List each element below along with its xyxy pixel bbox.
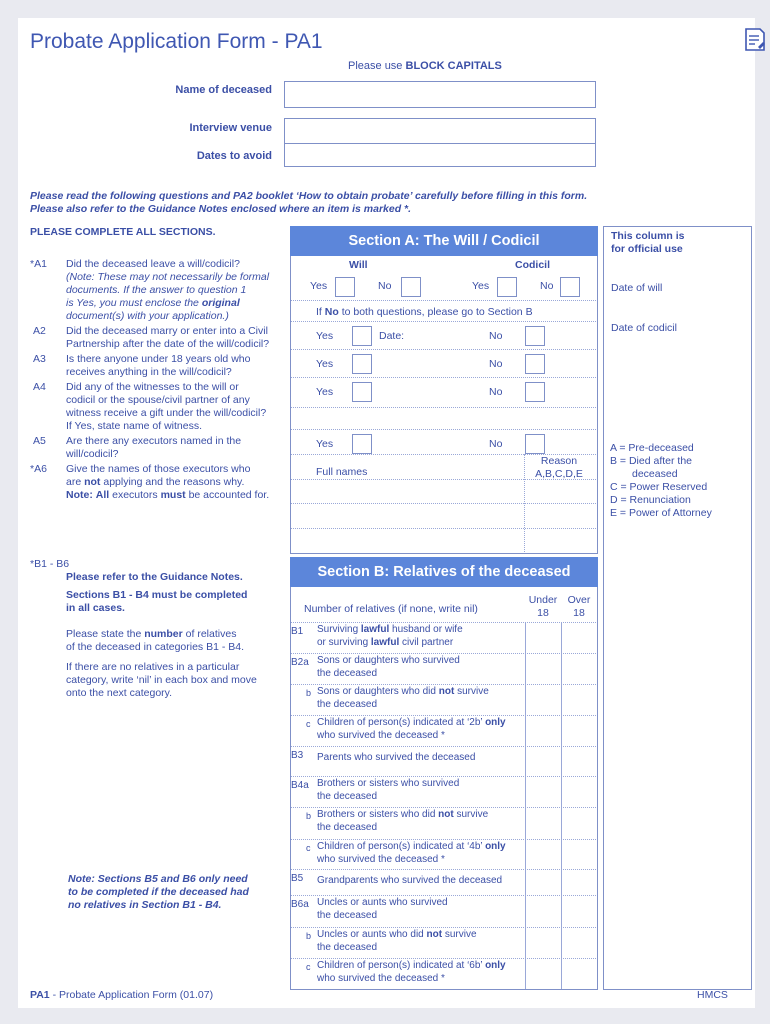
a2-no-label: No [489,330,503,342]
dates-to-avoid-label: Dates to avoid [196,150,272,162]
name-of-deceased-label: Name of deceased [175,84,272,96]
a3-yes-checkbox[interactable] [352,354,372,374]
q-a4-num: A4 [33,381,46,393]
q-a4-text: Did any of the witnesses to the will or codicil or the spouse/civil partner of any witness receive a gift under the will/codicil? If Yes, state name of witness. [66,381,267,432]
relatives-row [18,653,755,684]
a1-codicil-yes-label: Yes [472,280,490,292]
reason-codes-key: A = Pre-deceased B = Died after the deceased C = Power Reserved D = Renunciation E = Power of Attorney [610,442,712,519]
over-18-count-field[interactable] [562,716,596,745]
relatives-row [18,895,755,927]
date-of-codicil-label: Date of codicil [611,322,677,334]
under-18-count-field[interactable] [526,928,560,957]
full-names-heading: Full names [316,466,368,478]
relatives-row-label: Sons or daughters who survived the deceased [317,655,460,679]
a2-yes-checkbox[interactable] [352,326,372,346]
q-a3-text: Is there anyone under 18 years old who receives anything in the will/codicil? [66,353,251,378]
a4-yes-checkbox[interactable] [352,382,372,402]
q-a6-text: Give the names of those executors who are not applying and the reasons why. Note: All executors must be accounted for. [66,463,270,501]
relatives-row [18,958,755,988]
under-18-count-field[interactable] [526,808,560,838]
footer-hmcs: HMCS [697,989,728,1001]
relatives-row-code: B4a [291,780,309,791]
a1-codicil-yes-checkbox[interactable] [497,277,517,297]
intro-line-1: Please read the following questions and PA2 booklet ‘How to obtain probate’ carefully before filling in this form. [30,190,588,202]
a5-yes-label: Yes [316,438,334,450]
interview-venue-field[interactable] [284,118,596,145]
divider [291,349,596,350]
block-capitals-note: Please use BLOCK CAPITALS [348,60,502,72]
relatives-row-label: Children of person(s) indicated at ‘2b’ only who survived the deceased * [317,717,506,741]
document-edit-icon[interactable] [744,28,766,57]
a1-will-no-checkbox[interactable] [401,277,421,297]
relatives-row-code: c [306,719,311,729]
intro-line-2: Please also refer to the Guidance Notes enclosed where an item is marked *. [30,203,412,215]
relatives-row [18,715,755,746]
divider [291,479,596,480]
section-a-panel [290,226,598,554]
over-18-count-field[interactable] [562,959,596,987]
relatives-row [18,622,755,653]
under-18-heading: Under 18 [528,594,558,619]
over-18-count-field[interactable] [562,808,596,838]
section-a-title: Section A: The Will / Codicil [290,226,598,256]
b-ref: *B1 - B6 [30,558,70,570]
divider [291,300,596,301]
a4-no-checkbox[interactable] [525,382,545,402]
a3-no-checkbox[interactable] [525,354,545,374]
dates-to-avoid-field[interactable] [284,143,596,167]
relatives-row [18,776,755,807]
a2-no-checkbox[interactable] [525,326,545,346]
relatives-row-code: c [306,843,311,853]
over-18-count-field[interactable] [562,747,596,775]
relatives-row-label: Sons or daughters who did not survive the deceased [317,686,489,710]
name-of-deceased-field[interactable] [284,81,596,108]
q-a1-num: *A1 [30,258,47,270]
over-18-count-field[interactable] [562,896,596,926]
under-18-count-field[interactable] [526,777,560,806]
over-18-count-field[interactable] [562,928,596,957]
under-18-count-field[interactable] [526,896,560,926]
under-18-count-field[interactable] [526,747,560,775]
relatives-row-label: Children of person(s) indicated at ‘4b’ only who survived the deceased * [317,841,506,865]
under-18-count-field[interactable] [526,685,560,714]
over-18-count-field[interactable] [562,654,596,683]
number-of-relatives-heading: Number of relatives (if none, write nil) [304,603,478,615]
a2-yes-label: Yes [316,330,334,342]
complete-all-sections: PLEASE COMPLETE ALL SECTIONS. [30,226,216,238]
relatives-row-code: b [306,811,312,821]
relatives-row [18,839,755,869]
a1-will-no-label: No [378,280,392,292]
form-page [18,18,755,1008]
a5-no-checkbox[interactable] [525,434,545,454]
b-must-complete: Sections B1 - B4 must be completed in all cases. [66,589,248,614]
q-a5-text: Are there any executors named in the will/codicil? [66,435,242,460]
relatives-row-code: B5 [291,873,304,884]
relatives-row-label: Surviving lawful husband or wife or surviving lawful civil partner [317,624,463,648]
over-18-count-field[interactable] [562,777,596,806]
over-18-count-field[interactable] [562,840,596,868]
will-col-heading: Will [349,259,368,271]
over-18-heading: Over 18 [567,594,591,619]
relatives-row-code: B6a [291,899,309,910]
relatives-row-label: Parents who survived the deceased [317,752,476,763]
relatives-row [18,869,755,895]
q-a2-text: Did the deceased marry or enter into a Civil Partnership after the date of the will/codicil? [66,325,270,350]
relatives-row-code: B1 [291,626,304,637]
q-a1-text: Did the deceased leave a will/codicil? (Note: These may not necessarily be formal documents. If the answer to question 1 is Yes, you must enclose the original document(s) with your application.) [66,258,270,322]
under-18-count-field[interactable] [526,959,560,987]
relatives-row [18,746,755,776]
relatives-row-code: B3 [291,750,304,761]
a1-will-yes-checkbox[interactable] [335,277,355,297]
codicil-col-heading: Codicil [515,259,551,271]
q-a5-num: A5 [33,435,46,447]
interview-venue-label: Interview venue [189,122,272,134]
a4-yes-label: Yes [316,386,334,398]
a5-no-label: No [489,438,503,450]
a4-no-label: No [489,386,503,398]
b5-b6-note: Note: Sections B5 and B6 only need to be completed if the deceased had no relatives in Section B1 - B4. [68,873,249,911]
divider [291,377,596,378]
divider [291,321,596,322]
page-title: Probate Application Form - PA1 [30,30,323,53]
a1-codicil-no-label: No [540,280,554,292]
relatives-row-code: b [306,931,312,941]
over-18-count-field[interactable] [562,685,596,714]
relatives-row [18,807,755,839]
footer-form-id: PA1 - Probate Application Form (01.07) [30,989,214,1001]
q-a3-num: A3 [33,353,46,365]
over-18-count-field[interactable] [562,623,596,652]
under-18-count-field[interactable] [526,654,560,683]
reason-heading: Reason A,B,C,D,E [535,455,583,480]
b-guidance: Please refer to the Guidance Notes. [66,571,243,583]
relatives-row-code: b [306,688,312,698]
relatives-row [18,927,755,958]
under-18-count-field[interactable] [526,623,560,652]
relatives-row-label: Uncles or aunts who survived the deceased [317,897,448,921]
q-a6-num: *A6 [30,463,47,475]
under-18-count-field[interactable] [526,840,560,868]
divider [291,407,596,408]
divider [291,528,596,529]
divider [291,429,596,430]
divider [291,503,596,504]
date-of-will-label: Date of will [611,282,663,294]
b-nil-instruction: If there are no relatives in a particular category, write ‘nil’ in each box and move onto the next category. [66,661,257,699]
under-18-count-field[interactable] [526,870,560,894]
q-a2-num: A2 [33,325,46,337]
a1-codicil-no-checkbox[interactable] [560,277,580,297]
relatives-row-code: c [306,962,311,972]
over-18-count-field[interactable] [562,870,596,894]
a3-yes-label: Yes [316,358,334,370]
relatives-row [18,684,755,715]
a3-no-label: No [489,358,503,370]
relatives-row-label: Brothers or sisters who survived the deceased [317,778,460,802]
relatives-row-label: Brothers or sisters who did not survive the deceased [317,809,489,833]
a1-will-yes-label: Yes [310,280,328,292]
official-use-heading: This column is for official use [611,230,685,255]
a2-date-label: Date: [379,330,405,342]
if-no-instruction: If No to both questions, please go to Section B [316,306,533,318]
relatives-row-label: Grandparents who survived the deceased [317,875,503,886]
section-b-title: Section B: Relatives of the deceased [290,557,598,587]
relatives-row-code: B2a [291,657,309,668]
b-state-number: Please state the number of relatives of the deceased in categories B1 - B4. [66,628,245,653]
under-18-count-field[interactable] [526,716,560,745]
relatives-row-label: Uncles or aunts who did not survive the deceased [317,929,477,953]
relatives-row-label: Children of person(s) indicated at ‘6b’ only who survived the deceased * [317,960,506,984]
a5-yes-checkbox[interactable] [352,434,372,454]
